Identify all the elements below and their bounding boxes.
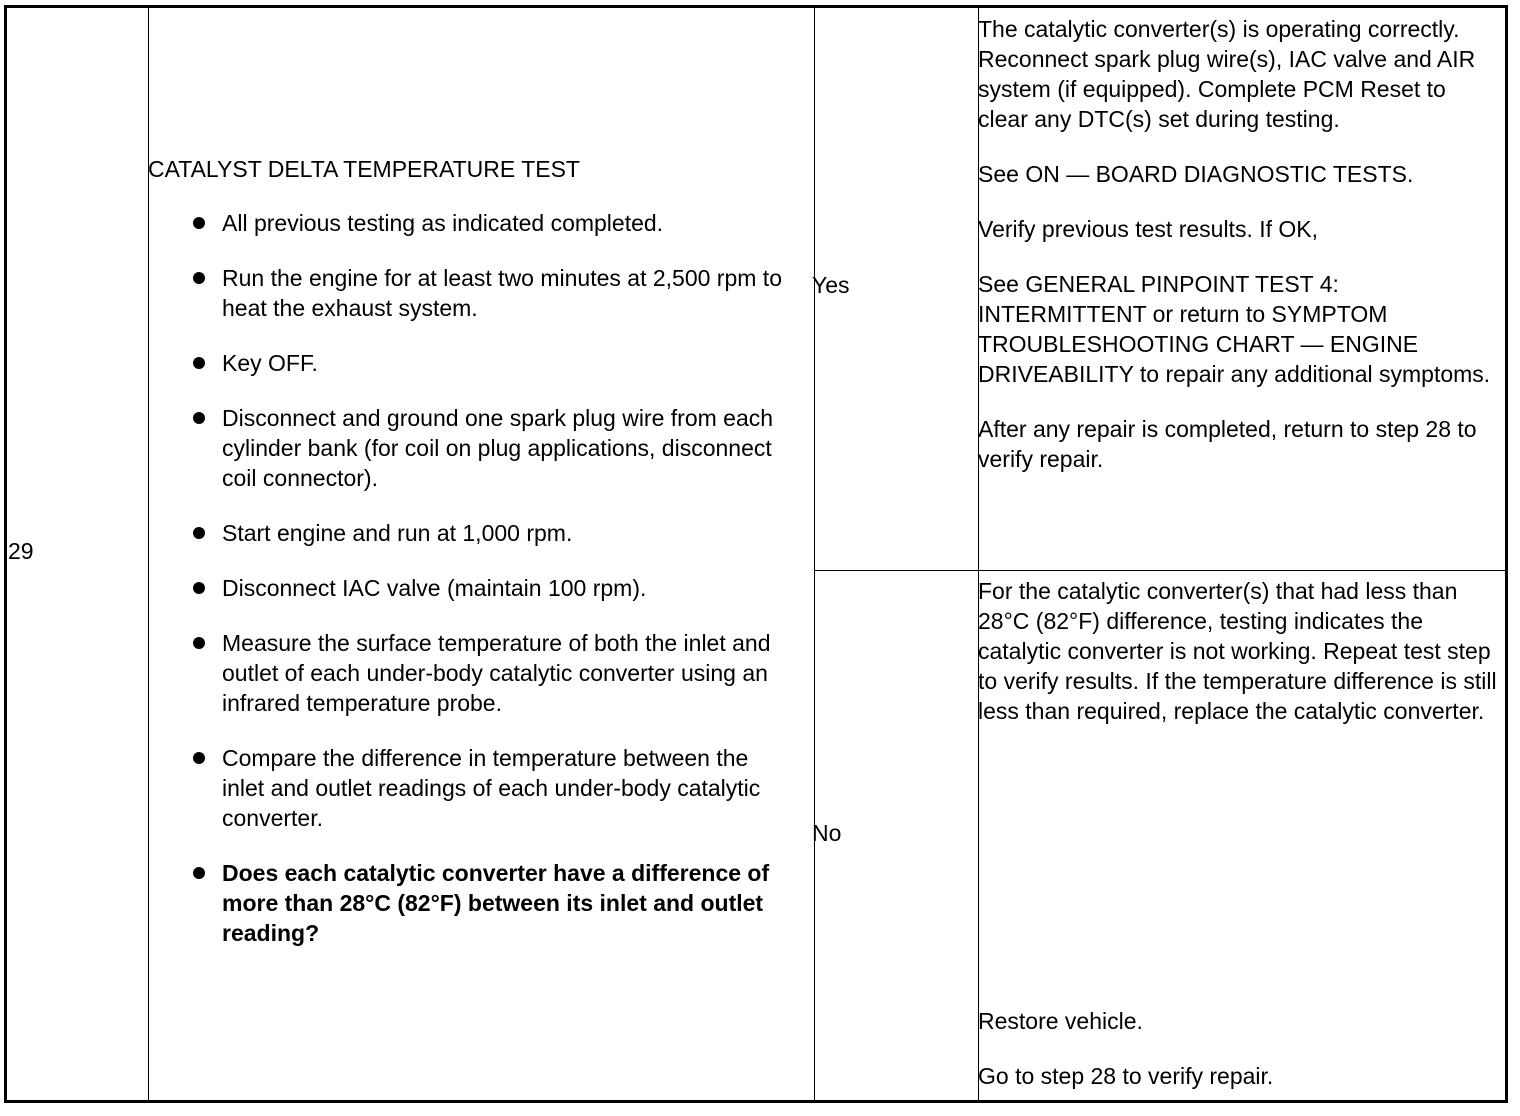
yes-result (978, 14, 1498, 499)
yes-paragraph: Verify previous test results. If OK, (978, 216, 1319, 242)
restore-vehicle-text: Restore vehicle. (978, 1008, 1143, 1034)
no-label: No (812, 820, 842, 846)
yes-paragraph: See GENERAL PINPOINT TEST 4: INTERMITTENT or return to SYMPTOM TROUBLESHOOTING CHART — ENGINE DRIVEABILITY to repair any additional symptoms. (978, 271, 1491, 387)
no-result (978, 576, 1498, 751)
no-result-actions (978, 1006, 1498, 1116)
procedure-question: Does each catalytic converter have a difference of more than 28°C (82°F) between its inlet and outlet reading? (148, 858, 788, 948)
no-paragraph: For the catalytic converter(s) that had less than 28°C (82°F) difference, testing indicates the catalytic converter is not working. Repeat test step to verify results. If the temperature difference is still less than required, replace the catalytic converter. (978, 578, 1497, 724)
procedure-item: Run the engine for at least two minutes at 2,500 rpm to heat the exhaust system. (148, 263, 788, 323)
bullet-icon (193, 217, 205, 229)
procedure-item: Disconnect IAC valve (maintain 100 rpm). (148, 573, 788, 603)
yes-paragraph: The catalytic converter(s) is operating correctly. Reconnect spark plug wire(s), IAC valve and AIR system (if equipped). Complete PCM Reset to clear any DTC(s) set during testing. (978, 16, 1476, 132)
procedure-item: Key OFF. (148, 348, 788, 378)
yes-paragraph: After any repair is completed, return to step 28 to verify repair. (978, 416, 1477, 472)
yes-paragraph: See ON — BOARD DIAGNOSTIC TESTS. (978, 161, 1414, 187)
goto-step-text: Go to step 28 to verify repair. (978, 1063, 1274, 1089)
procedure-item: Disconnect and ground one spark plug wire from each cylinder bank (for coil on plug applications, disconnect coil connector). (148, 403, 788, 493)
step-number: 29 (8, 538, 34, 564)
procedure-item: Start engine and run at 1,000 rpm. (148, 518, 788, 548)
procedure-item: Compare the difference in temperature between the inlet and outlet readings of each under-body catalytic converter. (148, 743, 788, 833)
test-title: CATALYST DELTA TEMPERATURE TEST (148, 156, 580, 182)
bullet-icon (193, 752, 205, 764)
column-divider-procedure (814, 8, 815, 1100)
bullet-icon (193, 637, 205, 649)
bullet-icon (193, 867, 205, 879)
bullet-icon (193, 357, 205, 369)
procedure-list (148, 208, 788, 973)
bullet-icon (193, 527, 205, 539)
bullet-icon (193, 582, 205, 594)
row-divider-yes-no (814, 570, 1505, 571)
procedure-item: Measure the surface temperature of both the inlet and outlet of each under-body catalytic converter using an infrared temperature probe. (148, 628, 788, 718)
procedure-item: All previous testing as indicated completed. (148, 208, 788, 238)
bullet-icon (193, 272, 205, 284)
bullet-icon (193, 412, 205, 424)
yes-label: Yes (812, 272, 850, 298)
